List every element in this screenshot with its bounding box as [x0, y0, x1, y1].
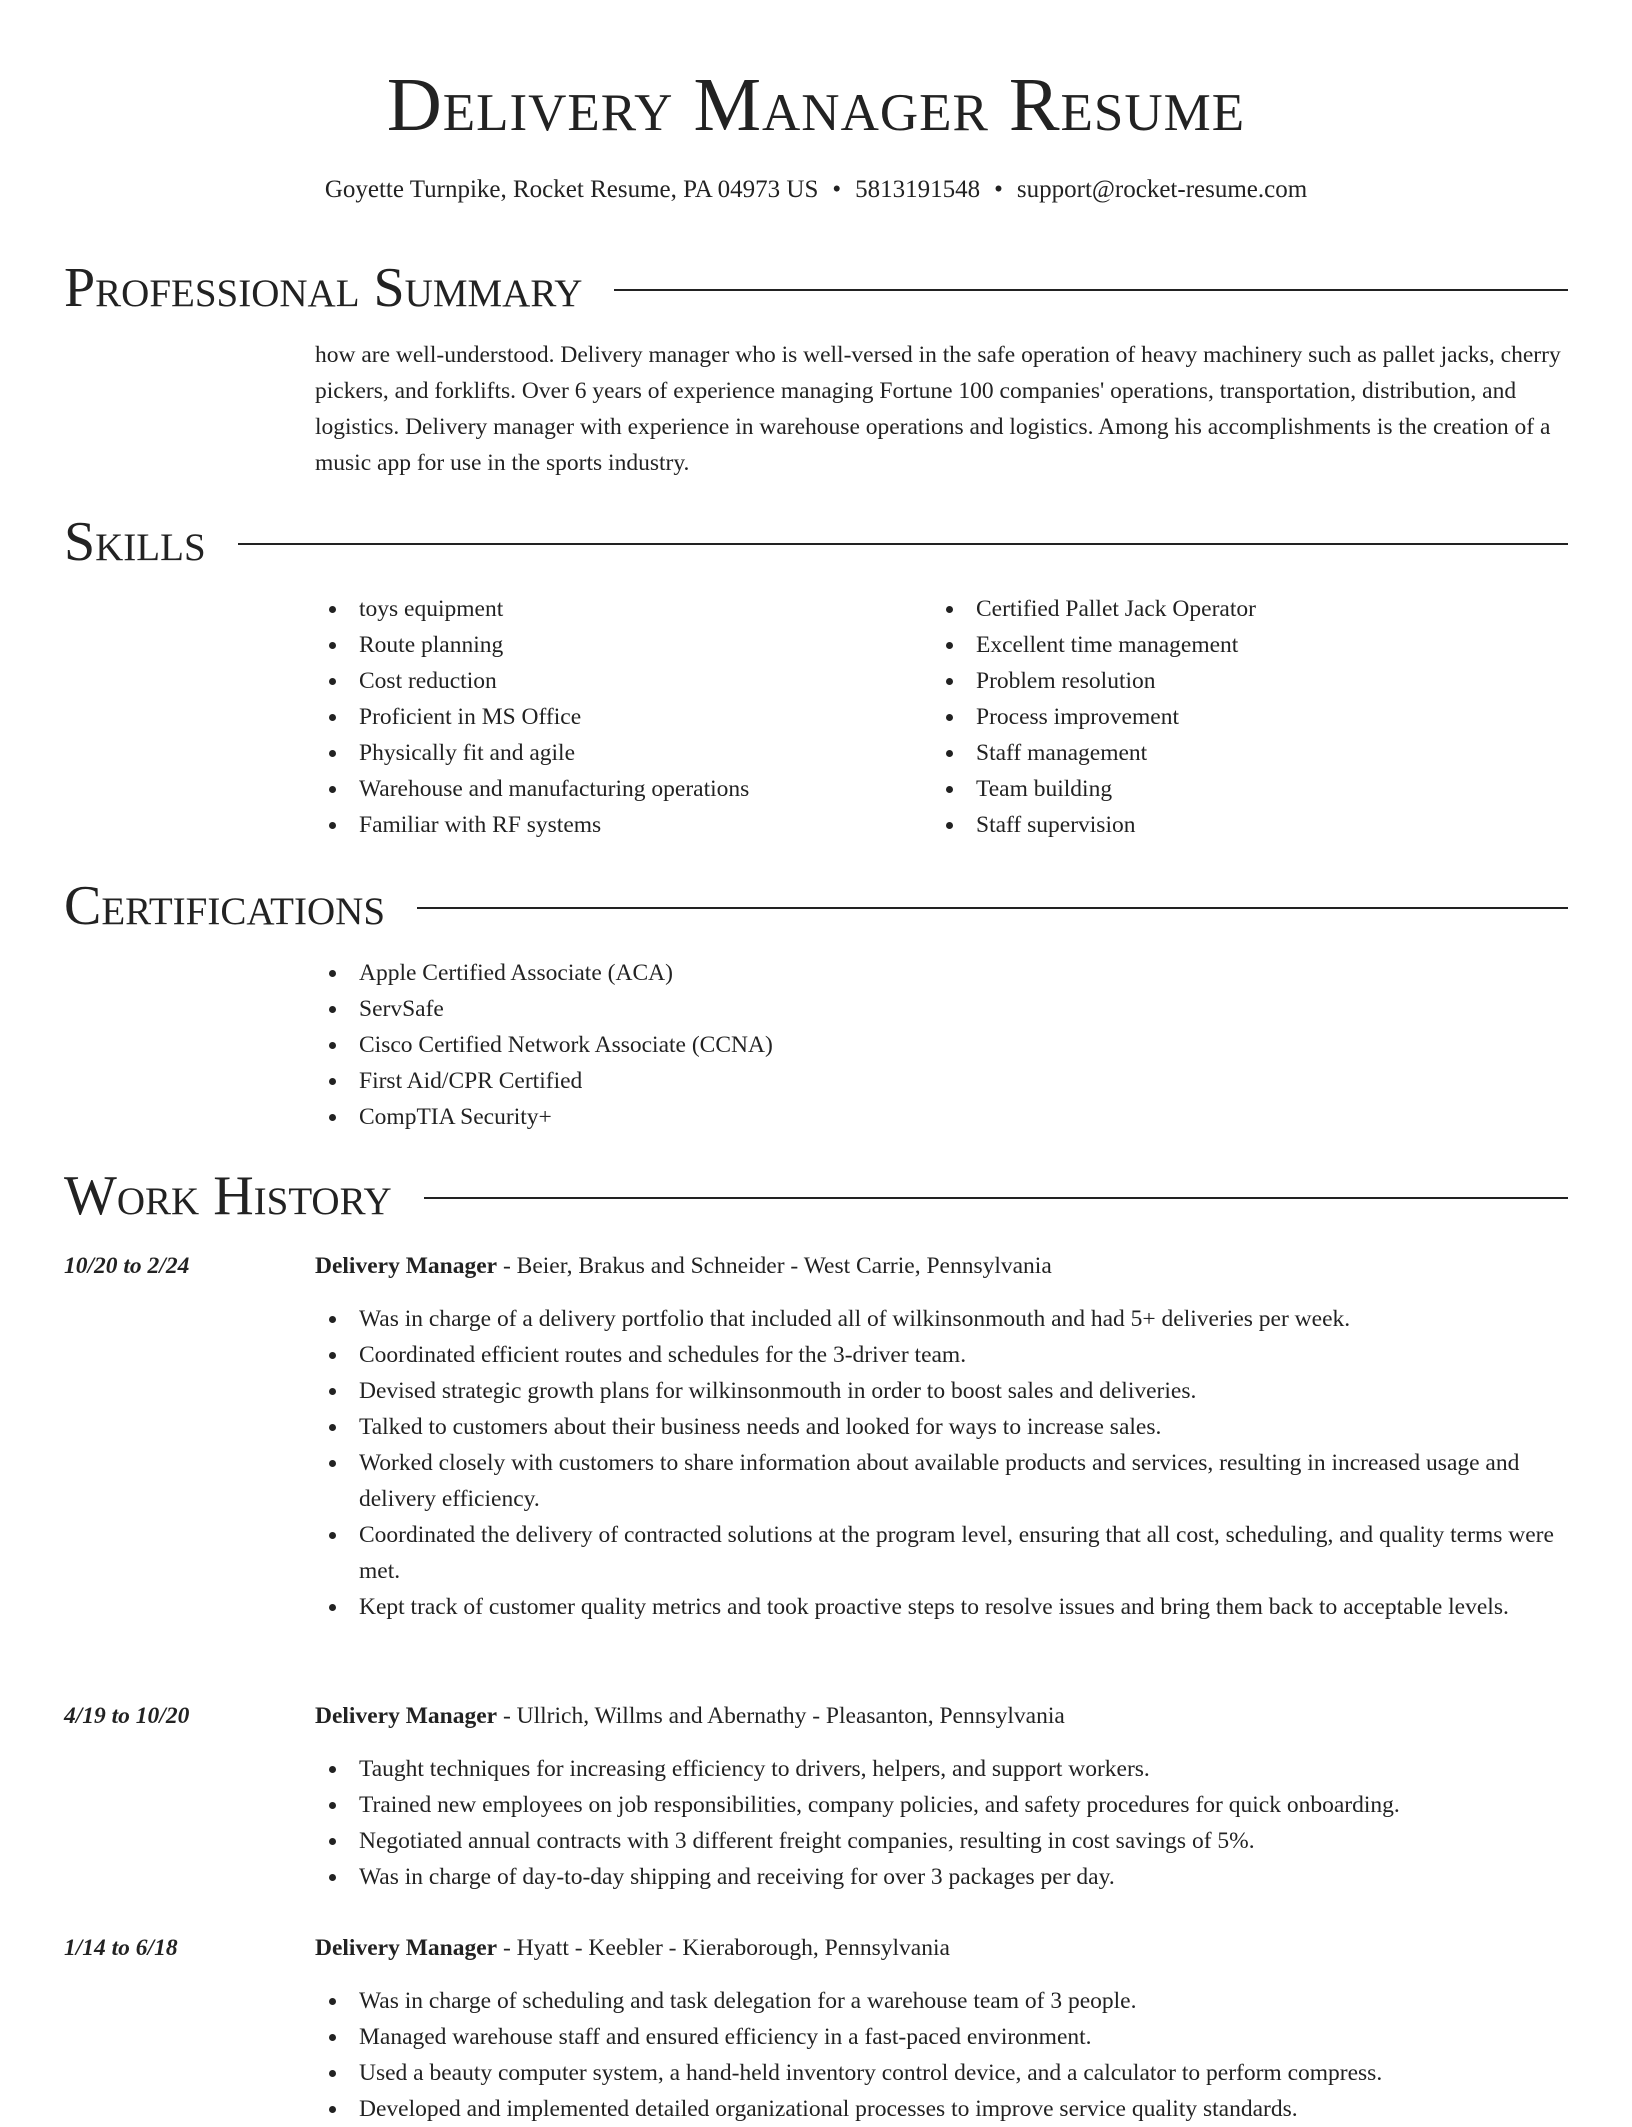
job-title: Delivery Manager	[315, 1253, 498, 1279]
summary-text: how are well-understood. Delivery manager who is well-versed in the safe operation of heavy machinery such as pallet jacks, cherry pickers, and forklifts. Over 6 years of experience managing Fortune 100 companies' operations, transportation, distribution, and logistics. Delivery manager with experience in warehouse operations and logistics. Among his accomplishments is the creation of a music app for use in the sports industry.	[315, 342, 1561, 476]
section-divider	[424, 1197, 1568, 1199]
list-item: Physically fit and agile	[315, 735, 915, 771]
list-item: CompTIA Security+	[315, 1099, 1568, 1135]
list-item: Taught techniques for increasing efficiency to drivers, helpers, and support workers.	[315, 1751, 1568, 1787]
job-dates: 10/20 to 2/24	[64, 1253, 190, 1279]
section-divider	[417, 907, 1568, 909]
certifications-list	[315, 955, 1568, 1135]
list-item: Was in charge of scheduling and task delegation for a warehouse team of 3 people.	[315, 1983, 1568, 2019]
separator: •	[994, 176, 1003, 203]
job-details: - Beier, Brakus and Schneider - West Carrie, Pennsylvania	[497, 1253, 1052, 1279]
separator: •	[832, 176, 842, 203]
job-dates: 1/14 to 6/18	[64, 1935, 178, 1961]
phone: 5813191548	[855, 176, 981, 203]
list-item: Coordinated efficient routes and schedules for the 3-driver team.	[315, 1337, 1568, 1373]
section-header-skills	[64, 507, 1568, 577]
job-details: - Hyatt - Keebler - Kieraborough, Pennsylvania	[497, 1935, 950, 1961]
section-header-work-history	[64, 1161, 1568, 1231]
section-title: Skills	[64, 511, 206, 573]
section-header-certifications	[64, 871, 1568, 941]
list-item: Cisco Certified Network Associate (CCNA)	[315, 1027, 1568, 1063]
list-item: Staff supervision	[932, 807, 1532, 843]
section-title: Work History	[64, 1165, 392, 1227]
job-heading	[315, 1248, 1568, 1284]
list-item: Familiar with RF systems	[315, 807, 915, 843]
job-title: Delivery Manager	[315, 1703, 498, 1729]
section-divider	[238, 543, 1568, 545]
email-link[interactable]: support@rocket-resume.com	[1016, 176, 1308, 203]
list-item: Managed warehouse staff and ensured efficiency in a fast-paced environment.	[315, 2019, 1568, 2055]
list-item: Devised strategic growth plans for wilkinsonmouth in order to boost sales and deliveries.	[315, 1373, 1568, 1409]
list-item: Route planning	[315, 627, 915, 663]
skills-list-left	[315, 591, 915, 843]
list-item: Worked closely with customers to share information about available products and services, resulting in increased usage and delivery efficiency.	[315, 1445, 1568, 1517]
job-dates: 4/19 to 10/20	[64, 1703, 190, 1729]
section-header-summary	[64, 253, 1568, 323]
job-title: Delivery Manager	[315, 1935, 498, 1961]
list-item: Negotiated annual contracts with 3 different freight companies, resulting in cost savings of 5%.	[315, 1823, 1568, 1859]
list-item: Process improvement	[932, 699, 1532, 735]
list-item: Warehouse and manufacturing operations	[315, 771, 915, 807]
list-item: Kept track of customer quality metrics and took proactive steps to resolve issues and bring them back to acceptable levels.	[315, 1589, 1568, 1625]
section-title: Professional Summary	[64, 257, 583, 319]
section-divider	[614, 289, 1568, 291]
list-item: ServSafe	[315, 991, 1568, 1027]
list-item: Apple Certified Associate (ACA)	[315, 955, 1568, 991]
job-bullets	[315, 1751, 1568, 1895]
list-item: Proficient in MS Office	[315, 699, 915, 735]
list-item: Talked to customers about their business needs and looked for ways to increase sales.	[315, 1409, 1568, 1445]
job-heading	[315, 1698, 1568, 1734]
list-item: Developed and implemented detailed organizational processes to improve service quality standards.	[315, 2091, 1568, 2127]
list-item: Trained new employees on job responsibilities, company policies, and safety procedures for quick onboarding.	[315, 1787, 1568, 1823]
list-item: Certified Pallet Jack Operator	[932, 591, 1532, 627]
list-item: Problem resolution	[932, 663, 1532, 699]
list-item: Was in charge of a delivery portfolio that included all of wilkinsonmouth and had 5+ deliveries per week.	[315, 1301, 1568, 1337]
resume-title: Delivery Manager Resume	[386, 63, 1246, 147]
list-item: Used a beauty computer system, a hand-held inventory control device, and a calculator to perform compress.	[315, 2055, 1568, 2091]
job-details: - Ullrich, Willms and Abernathy - Pleasanton, Pennsylvania	[497, 1703, 1065, 1729]
list-item: Coordinated the delivery of contracted solutions at the program level, ensuring that all cost, scheduling, and quality terms were met.	[315, 1517, 1568, 1589]
list-item: Cost reduction	[315, 663, 915, 699]
list-item: toys equipment	[315, 591, 915, 627]
list-item: Was in charge of day-to-day shipping and receiving for over 3 packages per day.	[315, 1859, 1568, 1895]
address: Goyette Turnpike, Rocket Resume, PA 04973 US	[324, 176, 819, 203]
job-bullets	[315, 1301, 1568, 1625]
section-title: Certifications	[64, 875, 386, 937]
job-heading	[315, 1930, 1568, 1966]
list-item: Excellent time management	[932, 627, 1532, 663]
contact-line	[0, 174, 1632, 206]
skills-list-right	[932, 591, 1532, 843]
list-item: Team building	[932, 771, 1532, 807]
list-item: First Aid/CPR Certified	[315, 1063, 1568, 1099]
job-bullets	[315, 1983, 1568, 2127]
list-item: Staff management	[932, 735, 1532, 771]
